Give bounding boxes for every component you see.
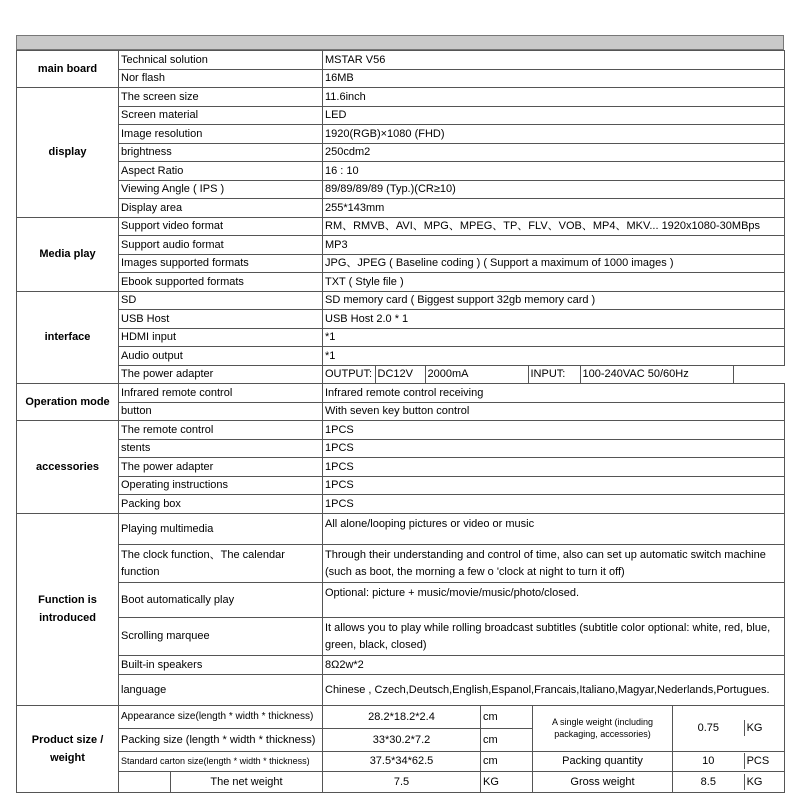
carton-size-value: 37.5*34*62.5 xyxy=(323,751,481,771)
spec-value: All alone/looping pictures or video or music xyxy=(323,513,785,544)
spec-key: Viewing Angle ( IPS ) xyxy=(119,180,323,199)
spec-key: Display area xyxy=(119,199,323,218)
spec-key: Images supported formats xyxy=(119,254,323,273)
spec-value: TXT ( Style file ) xyxy=(323,273,785,292)
spec-value: 16MB xyxy=(323,69,785,88)
spec-value: 255*143mm xyxy=(323,199,785,218)
spec-key: stents xyxy=(119,439,323,458)
net-weight-value: 7.5 xyxy=(323,771,481,792)
spec-value: 16 : 10 xyxy=(323,162,785,181)
power-input-value: 100-240VAC 50/60Hz xyxy=(580,366,733,384)
spec-key: Aspect Ratio xyxy=(119,162,323,181)
spec-value: 1PCS xyxy=(323,421,785,440)
section-main-board: main board xyxy=(17,51,119,88)
spec-value: 89/89/89/89 (Typ.)(CR≥10) xyxy=(323,180,785,199)
spec-key: button xyxy=(119,402,323,421)
spec-sheet xyxy=(16,35,784,793)
section-accessories: accessories xyxy=(17,421,119,514)
net-weight-label: The net weight xyxy=(171,771,323,792)
spec-value: Chinese , Czech,Deutsch,English,Espanol,Francais,Italiano,Magyar,Nederlands,Portugues. xyxy=(323,674,785,705)
spec-value: RM、RMVB、AVI、MPG、MPEG、TP、FLV、VOB、MP4、MKV... 1920x1080-30MBps xyxy=(323,217,785,236)
spec-table xyxy=(16,50,785,793)
spec-value: Optional: picture + music/movie/music/photo/closed. xyxy=(323,582,785,617)
spec-key: The screen size xyxy=(119,88,323,107)
packing-quantity-value: 10 xyxy=(702,755,715,767)
spec-key: The power adapter xyxy=(119,458,323,477)
power-adapter-values xyxy=(323,365,785,384)
spec-key: Audio output xyxy=(119,347,323,366)
gross-weight-label: Gross weight xyxy=(533,771,673,792)
packing-quantity-unit: PCS xyxy=(744,753,784,769)
spec-value: MSTAR V56 xyxy=(323,51,785,70)
spec-value: SD memory card ( Biggest support 32gb memory card ) xyxy=(323,291,785,310)
power-output-voltage: DC12V xyxy=(375,366,425,384)
power-output-current: 2000mA xyxy=(425,366,528,384)
spec-key: Support video format xyxy=(119,217,323,236)
spec-value: *1 xyxy=(323,328,785,347)
spec-key: Image resolution xyxy=(119,125,323,144)
packing-size-unit: cm xyxy=(481,728,533,751)
section-interface: interface xyxy=(17,291,119,384)
spec-key: language xyxy=(119,674,323,705)
spec-value: 1PCS xyxy=(323,439,785,458)
spec-value: 1920(RGB)×1080 (FHD) xyxy=(323,125,785,144)
section-function: Function is introduced xyxy=(17,513,119,705)
spec-key: Playing multimedia xyxy=(119,513,323,544)
spec-value: Infrared remote control receiving xyxy=(323,384,785,403)
spec-key: Boot automatically play xyxy=(119,582,323,617)
spec-key: Ebook supported formats xyxy=(119,273,323,292)
gross-weight-cell xyxy=(673,771,785,792)
spec-value: 11.6inch xyxy=(323,88,785,107)
spec-key: The remote control xyxy=(119,421,323,440)
spec-value: Through their understanding and control of time, also can set up automatic switch machine (such as boot, the morning a few o 'clock at night to turn it off) xyxy=(323,544,785,582)
blank-cell xyxy=(119,771,171,792)
spec-key: Operating instructions xyxy=(119,476,323,495)
power-empty-cell xyxy=(733,366,785,384)
carton-size-label: Standard carton size(length * width * thickness) xyxy=(119,751,323,771)
spec-key: The power adapter xyxy=(119,365,323,384)
spec-key: USB Host xyxy=(119,310,323,329)
gross-weight-value: 8.5 xyxy=(700,775,716,788)
spec-value: MP3 xyxy=(323,236,785,255)
gross-weight-unit: KG xyxy=(744,774,784,790)
spec-value: LED xyxy=(323,106,785,125)
section-operation-mode: Operation mode xyxy=(17,384,119,421)
spec-value: *1 xyxy=(323,347,785,366)
spec-key: brightness xyxy=(119,143,323,162)
spec-value: JPG、JPEG ( Baseline coding ) ( Support a maximum of 1000 images ) xyxy=(323,254,785,273)
spec-key: Infrared remote control xyxy=(119,384,323,403)
packing-quantity-cell xyxy=(673,751,785,771)
net-weight-unit: KG xyxy=(481,771,533,792)
header-bar xyxy=(16,35,784,50)
section-product-size: Product size / weight xyxy=(17,705,119,792)
spec-key: Technical solution xyxy=(119,51,323,70)
spec-key: The clock function、The calendar function xyxy=(119,544,323,582)
spec-value: It allows you to play while rolling broadcast subtitles (subtitle color optional: white, red, blue, green, black, closed) xyxy=(323,617,785,655)
spec-key: Nor flash xyxy=(119,69,323,88)
spec-value: With seven key button control xyxy=(323,402,785,421)
spec-key: Built-in speakers xyxy=(119,655,323,674)
packing-size-value: 33*30.2*7.2 xyxy=(323,728,481,751)
spec-value: 1PCS xyxy=(323,458,785,477)
section-media-play: Media play xyxy=(17,217,119,291)
power-input-label: INPUT: xyxy=(528,366,580,384)
spec-value: 8Ω2w*2 xyxy=(323,655,785,674)
spec-value: 250cdm2 xyxy=(323,143,785,162)
carton-size-unit: cm xyxy=(481,751,533,771)
spec-value: 1PCS xyxy=(323,476,785,495)
spec-key: Packing box xyxy=(119,495,323,514)
spec-value: 1PCS xyxy=(323,495,785,514)
single-weight-cell xyxy=(673,705,785,751)
spec-key: HDMI input xyxy=(119,328,323,347)
appearance-size-unit: cm xyxy=(481,705,533,728)
spec-key: Scrolling marquee xyxy=(119,617,323,655)
section-display: display xyxy=(17,88,119,218)
packing-quantity-label: Packing quantity xyxy=(533,751,673,771)
spec-key: Screen material xyxy=(119,106,323,125)
appearance-size-label: Appearance size(length * width * thickness) xyxy=(119,705,323,728)
single-weight-unit: KG xyxy=(744,720,784,736)
appearance-size-value: 28.2*18.2*2.4 xyxy=(323,705,481,728)
spec-key: SD xyxy=(119,291,323,310)
power-output-label: OUTPUT: xyxy=(325,368,373,381)
spec-key: Support audio format xyxy=(119,236,323,255)
single-weight-value: 0.75 xyxy=(697,722,719,734)
single-weight-label: A single weight (including packaging, accessories) xyxy=(533,705,673,751)
packing-size-label: Packing size (length * width * thickness) xyxy=(119,728,323,751)
spec-value: USB Host 2.0 * 1 xyxy=(323,310,785,329)
